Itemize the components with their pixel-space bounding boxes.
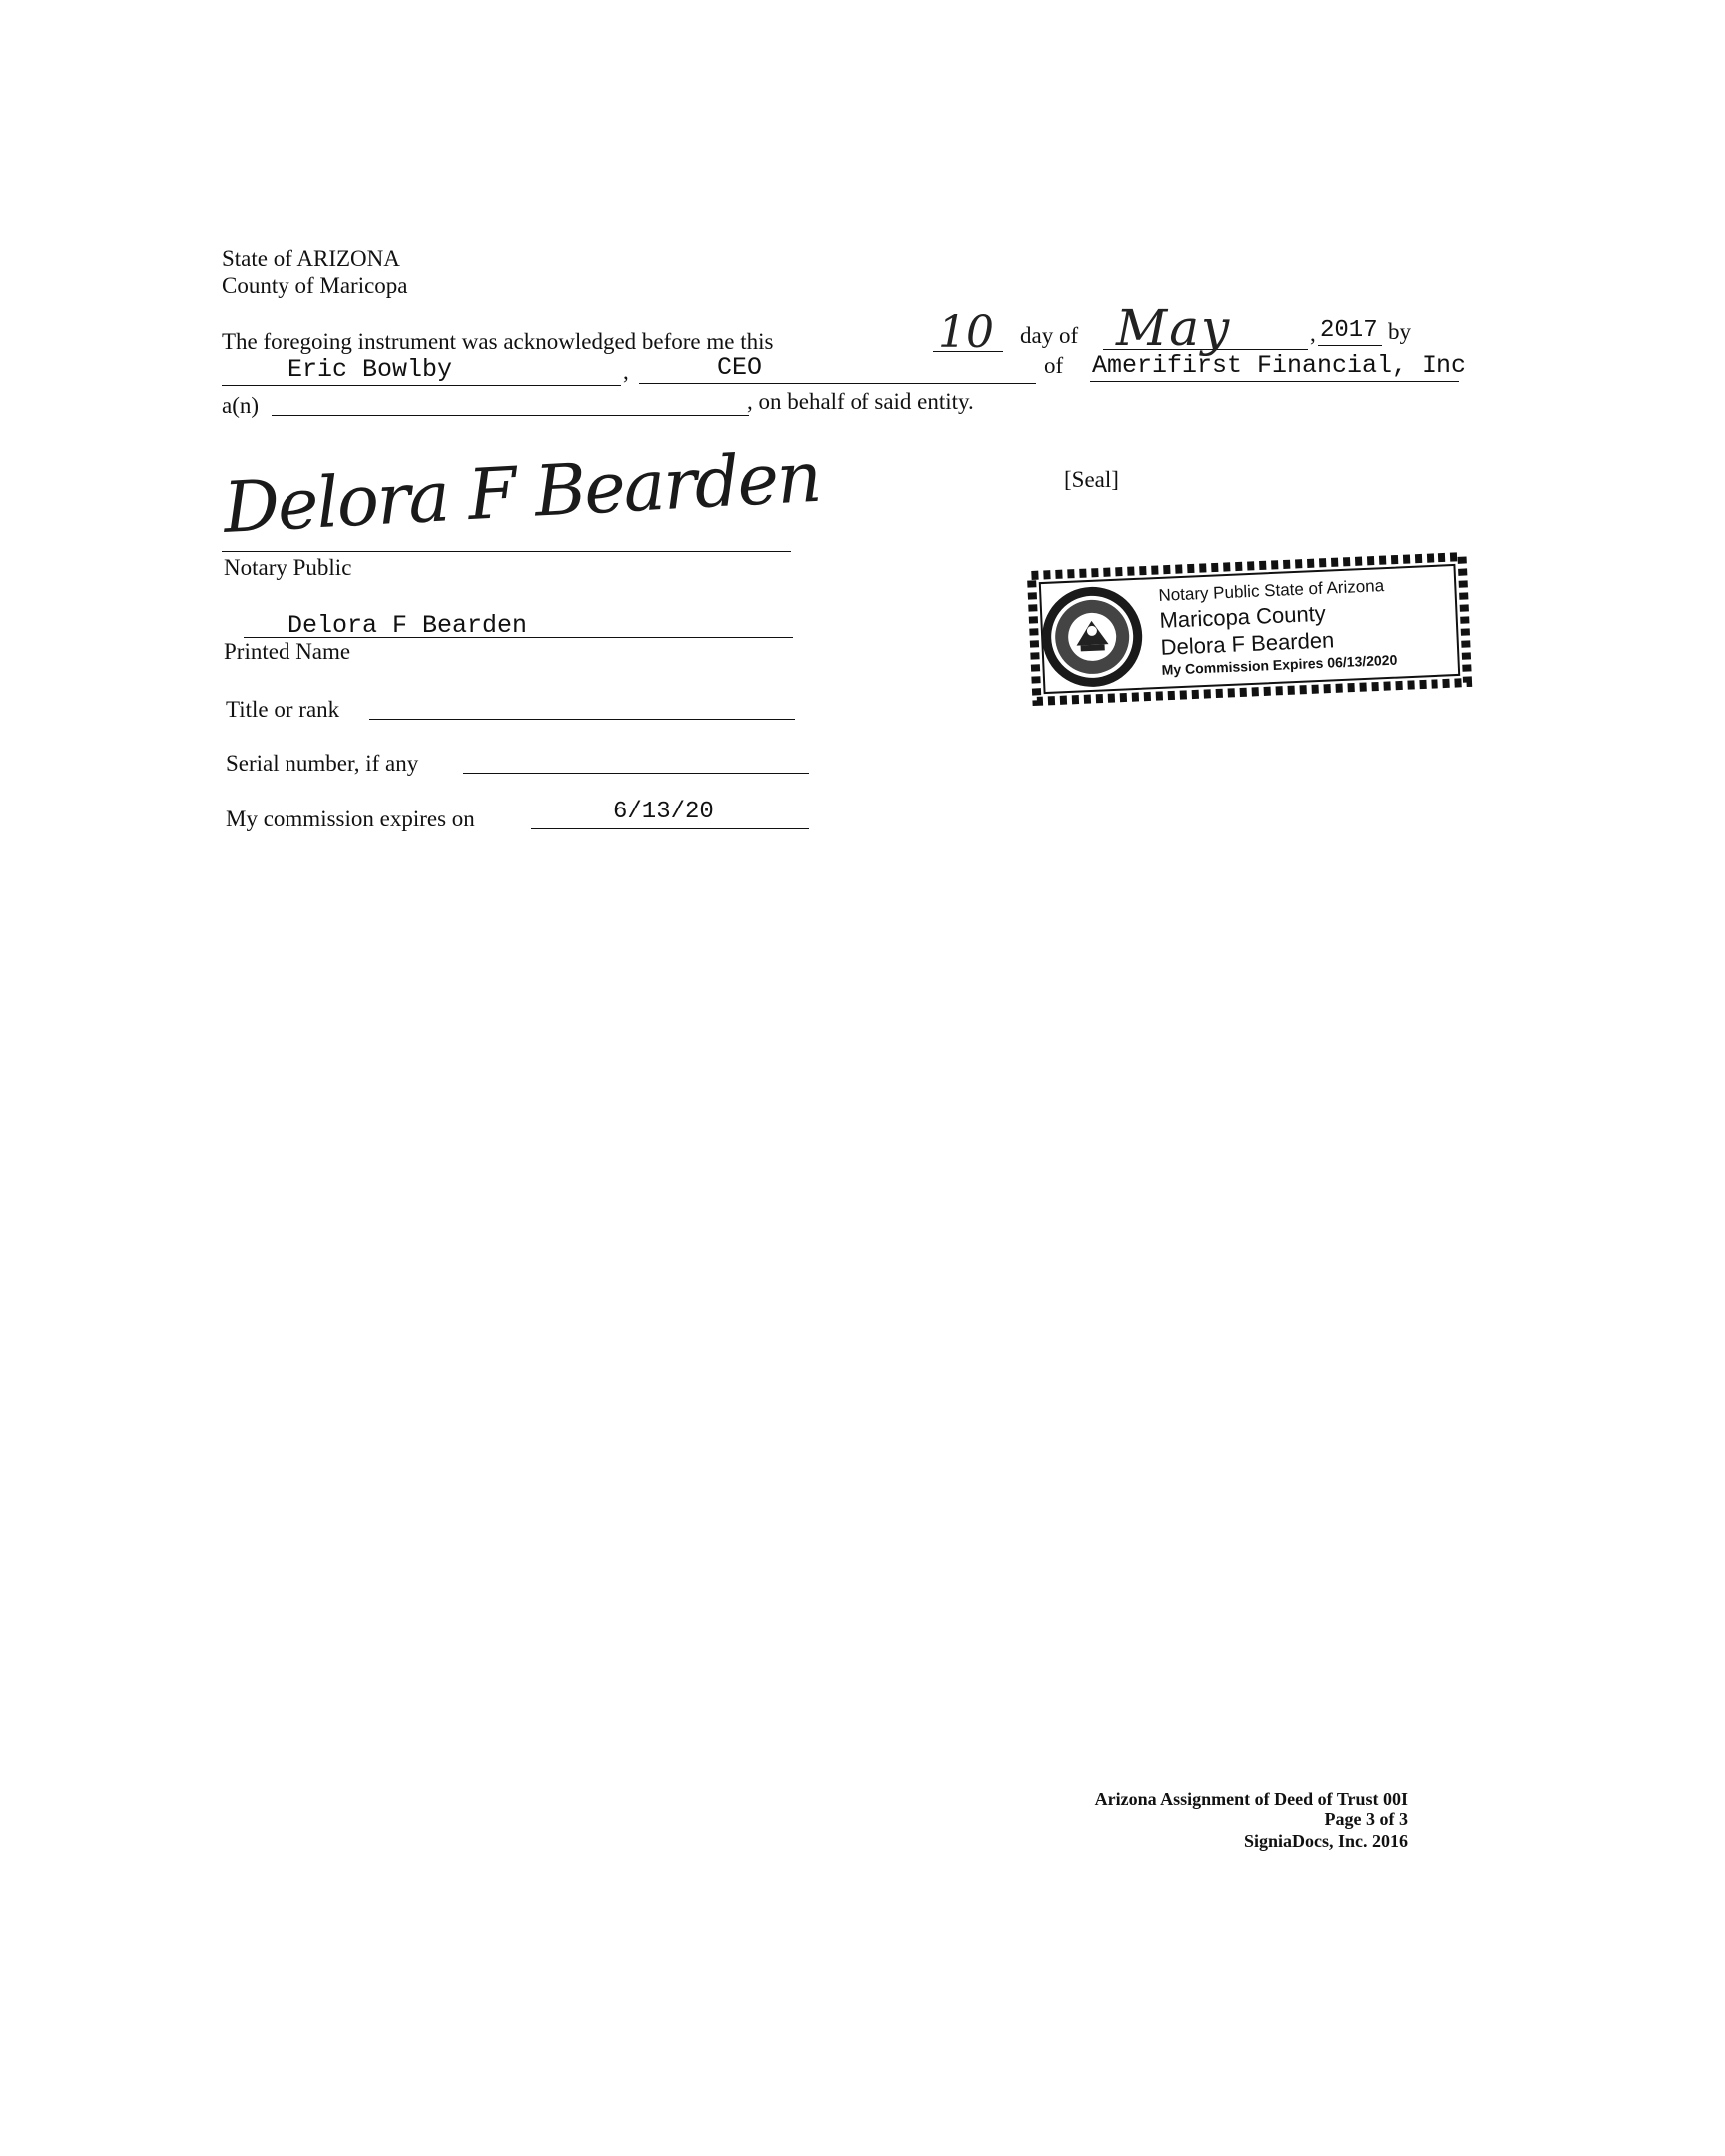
of-label: of [1044, 353, 1064, 378]
title-rank-line [369, 719, 795, 720]
printed-name-value: Delora F Bearden [288, 611, 528, 640]
county-label: County of Maricopa [222, 273, 408, 298]
commission-label: My commission expires on [226, 807, 475, 831]
day-handwritten: 10 [938, 307, 994, 358]
serial-number-label: Serial number, if any [226, 751, 419, 776]
name-value: Eric Bowlby [288, 355, 453, 384]
month-handwritten: May [1116, 299, 1232, 357]
year-line [1318, 345, 1382, 346]
behalf-text: , on behalf of said entity. [747, 389, 974, 414]
stamp-line2: Maricopa County [1158, 600, 1327, 633]
commission-line [531, 828, 809, 829]
state-label: State of ARIZONA [222, 246, 400, 270]
stamp-line3: Delora F Bearden [1160, 627, 1335, 660]
commission-value: 6/13/20 [613, 799, 714, 825]
day-of-label: day of [1020, 323, 1079, 348]
footer-page-number: Page 3 of 3 [1324, 1809, 1408, 1829]
footer-doc-title: Arizona Assignment of Deed of Trust 00I [1094, 1789, 1408, 1809]
an-label: a(n) [222, 393, 260, 418]
notary-stamp [1017, 544, 1482, 714]
name-line [222, 385, 621, 386]
signature-line [222, 551, 791, 552]
title-value: CEO [717, 353, 763, 382]
company-value: Amerifirst Financial, Inc [1092, 351, 1467, 380]
printed-name-line [244, 637, 793, 638]
acknowledgment-text: The foregoing instrument was acknowledged before me this [222, 329, 774, 354]
stamp-line1: Notary Public State of Arizona [1158, 576, 1385, 605]
notary-signature: Delora F Bearden [221, 435, 822, 549]
an-line [272, 415, 749, 416]
company-line [1090, 381, 1459, 382]
title-line [639, 383, 1036, 384]
year-value: 2017 [1320, 317, 1378, 344]
printed-name-label: Printed Name [224, 639, 351, 664]
footer-publisher: SigniaDocs, Inc. 2016 [1243, 1831, 1408, 1851]
by-label: by [1388, 319, 1411, 344]
notary-public-label: Notary Public [224, 555, 352, 580]
seal-label: [Seal] [1064, 467, 1119, 492]
stamp-line4: My Commission Expires 06/13/2020 [1161, 651, 1398, 678]
title-rank-label: Title or rank [226, 697, 340, 722]
serial-number-line [463, 773, 809, 774]
